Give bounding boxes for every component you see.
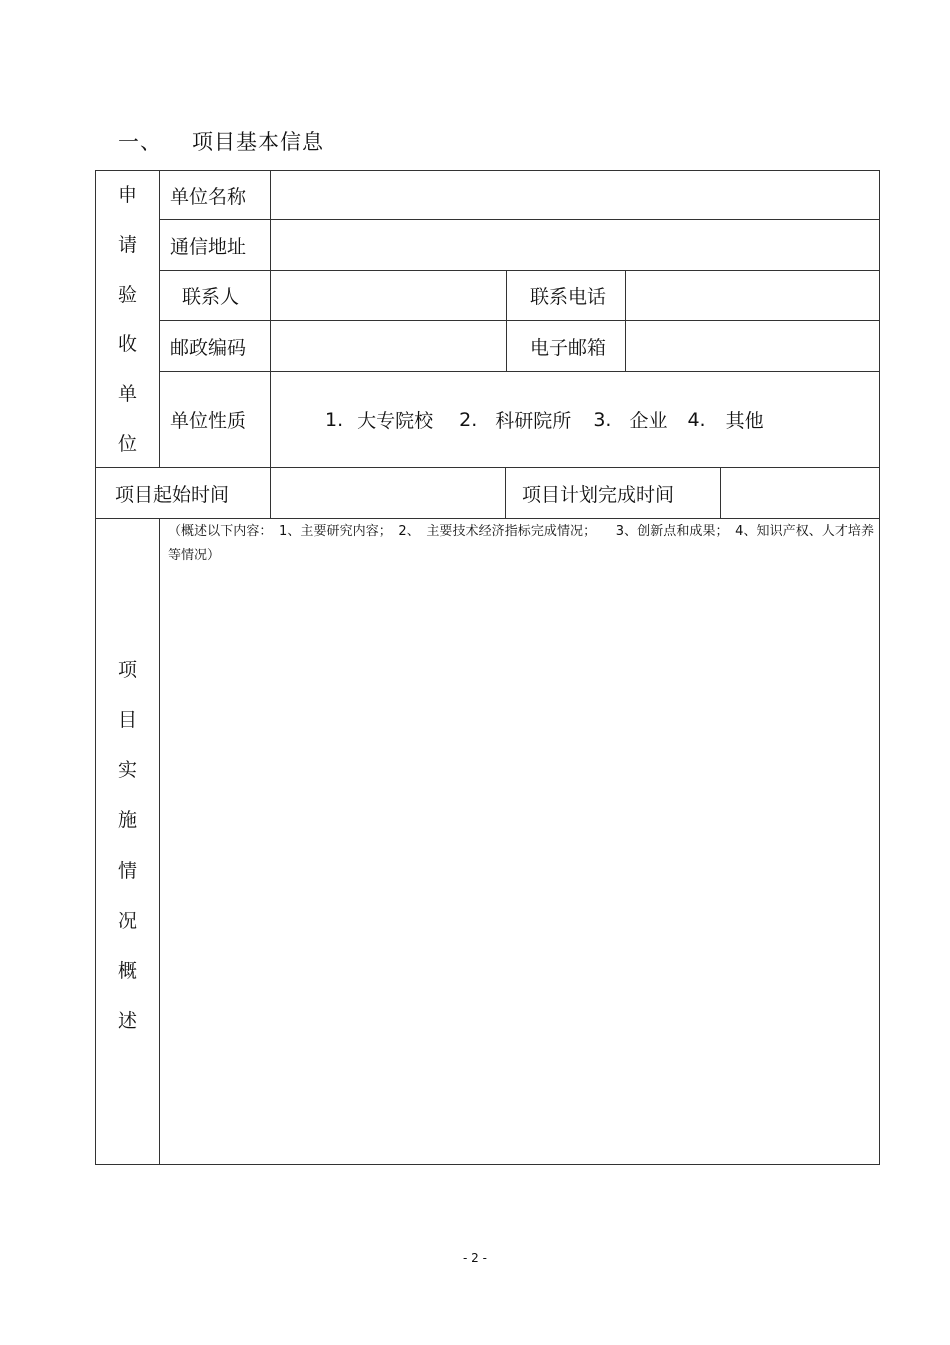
start-time-label: 项目起始时间 bbox=[115, 483, 230, 506]
nature-options bbox=[325, 372, 778, 467]
nature-option-number: 3. bbox=[593, 408, 612, 431]
row-divider bbox=[95, 518, 880, 519]
side-label-char: 实 bbox=[117, 759, 137, 782]
side-label-char: 位 bbox=[117, 432, 137, 455]
side-label-char: 项 bbox=[117, 659, 137, 681]
unit-name-field[interactable] bbox=[271, 171, 879, 219]
side-label-char: 请 bbox=[117, 233, 137, 256]
contact-label: 联系人 bbox=[182, 286, 240, 308]
section-number: 一、 bbox=[118, 130, 162, 154]
start-time-field[interactable] bbox=[271, 468, 505, 518]
table-border-bottom bbox=[95, 1164, 880, 1165]
nature-label: 单位性质 bbox=[170, 410, 247, 432]
planned-finish-label: 项目计划完成时间 bbox=[522, 483, 675, 506]
address-field[interactable] bbox=[271, 220, 879, 270]
side-label-char: 述 bbox=[117, 1009, 137, 1032]
email-label: 电子邮箱 bbox=[530, 336, 607, 359]
column-divider bbox=[506, 270, 507, 321]
page-number: - 2 - bbox=[463, 1251, 487, 1265]
email-field[interactable] bbox=[626, 321, 879, 371]
applicant-unit-side-label bbox=[96, 180, 159, 456]
nature-option-number: 2. bbox=[459, 408, 478, 431]
postcode-field[interactable] bbox=[271, 321, 506, 371]
contact-field[interactable] bbox=[271, 271, 506, 320]
nature-option-number: 1. bbox=[325, 408, 344, 431]
summary-text-area[interactable] bbox=[160, 570, 879, 1164]
nature-option[interactable]: 科研院所 bbox=[495, 410, 572, 432]
address-label: 通信地址 bbox=[170, 235, 247, 258]
column-divider bbox=[505, 467, 506, 519]
side-label-char: 情 bbox=[117, 859, 137, 882]
side-label-char: 单 bbox=[117, 383, 137, 406]
nature-option[interactable]: 其他 bbox=[725, 410, 764, 432]
unit-name-label: 单位名称 bbox=[170, 185, 247, 208]
summary-side-label bbox=[96, 655, 159, 1033]
side-label-char: 验 bbox=[117, 283, 137, 306]
summary-instructions: （概述以下内容： 1、主要研究内容； 2、 主要技术经济指标完成情况； 3、创新点和成果； 4、知识产权、人才培养等情况） bbox=[168, 524, 874, 563]
phone-label: 联系电话 bbox=[530, 286, 607, 308]
nature-option-number: 4. bbox=[687, 408, 706, 431]
side-label-char: 况 bbox=[117, 909, 137, 932]
table-border-right bbox=[879, 170, 880, 1165]
planned-finish-field[interactable] bbox=[721, 468, 879, 518]
side-label-char: 申 bbox=[117, 184, 137, 206]
column-divider bbox=[506, 320, 507, 371]
side-label-char: 收 bbox=[117, 333, 137, 356]
section-title: 项目基本信息 bbox=[192, 130, 324, 154]
column-divider bbox=[159, 170, 160, 468]
side-label-char: 目 bbox=[117, 709, 137, 732]
postcode-label: 邮政编码 bbox=[170, 336, 247, 359]
phone-field[interactable] bbox=[626, 271, 879, 320]
nature-option[interactable]: 大专院校 bbox=[357, 410, 434, 432]
side-label-char: 概 bbox=[117, 959, 137, 982]
side-label-char: 施 bbox=[117, 809, 137, 832]
nature-option[interactable]: 企业 bbox=[629, 410, 668, 432]
